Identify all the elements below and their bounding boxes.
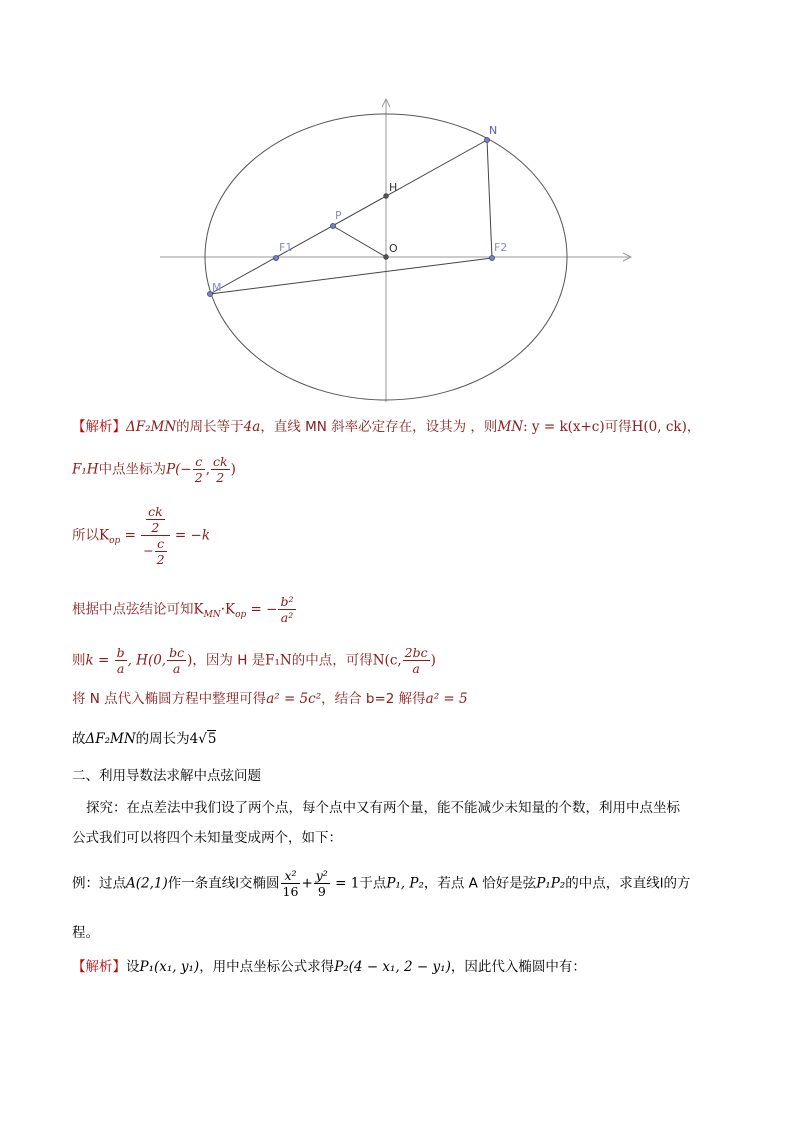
solution1-line3: 所以$K_{op}$ = $\frac{ck}{2}$ − $\frac{c}{2}$ = −k [72,504,211,567]
label-f1: F1 [279,241,293,254]
solution1-line1: 【解析】ΔF₂MN的周长等于4a，直线 MN 斜率必定存在，设其为 ，则MN: y = k(x+c)可得H(0, ck)， [72,419,701,435]
label-p: P [335,209,342,222]
solution2-line: 【解析】设P₁(x₁, y₁)，用中点坐标公式求得P₂(4 − x₁, 2 − y₁)，因此代入椭圆中有： [72,959,586,975]
solution1-line7: 故ΔF₂MN的周长为4√5 [72,731,217,747]
section2-heading: 二、利用导数法求解中点弦问题 [72,768,261,784]
label-m: M [212,281,222,294]
example-line: 例：过点A(2,1)作一条直线l交椭圆 $\frac{\text{x²}}{16}$ + $\frac{\text{y²}}{9}$ = 1于点P₁, P₂，若点 A 恰好是弦P₁P₂的中点，求直线l的方 [72,868,691,899]
example-continuation: 程。 [72,925,99,941]
solution1-line6: 将 N 点代入椭圆方程中整理可得a² = 5c²，结合 b=2 解得a² = 5 [72,691,468,707]
label-h: H [389,181,398,194]
explore-line2: 公式我们可以将四个未知量变成两个，如下： [72,830,342,846]
ellipse-diagram [0,0,794,410]
segment-nf2 [487,140,492,258]
point-h [384,194,389,199]
solution1-line5: 则k = $\frac{b}{a}$ , H(0, $\frac{bc}{a}$ )，因为 H 是F₁N的中点，可得N(c, $\frac{2bc}{a}$ ) [72,645,436,676]
point-n [484,137,489,142]
segment-mf2 [210,258,492,294]
solution1-line4: 根据中点弦结论可知$K_{MN}\cdot K_{op}$ = − $\frac{\text{b²}}{\text{a²}}$ [72,594,294,625]
explore-line1: 探究：在点差法中我们设了两个点，每个点中又有两个量，能不能减少未知量的个数，利用中点坐标 [86,800,680,816]
point-p [330,223,335,228]
label-o: O [389,242,398,255]
label-n: N [489,124,498,137]
analysis-tag: 【解析】 [72,419,126,435]
label-f2: F2 [494,241,508,254]
solution1-line2: F₁H中点坐标为P(− $\frac{c}{2}$ , $\frac{ck}{2}$ ) [72,454,236,485]
point-f2 [489,255,494,260]
point-o [384,255,389,260]
chord-mn [210,140,487,294]
segment-op [333,226,386,257]
analysis-tag-2: 【解析】 [72,959,126,975]
point-f1 [273,255,278,260]
